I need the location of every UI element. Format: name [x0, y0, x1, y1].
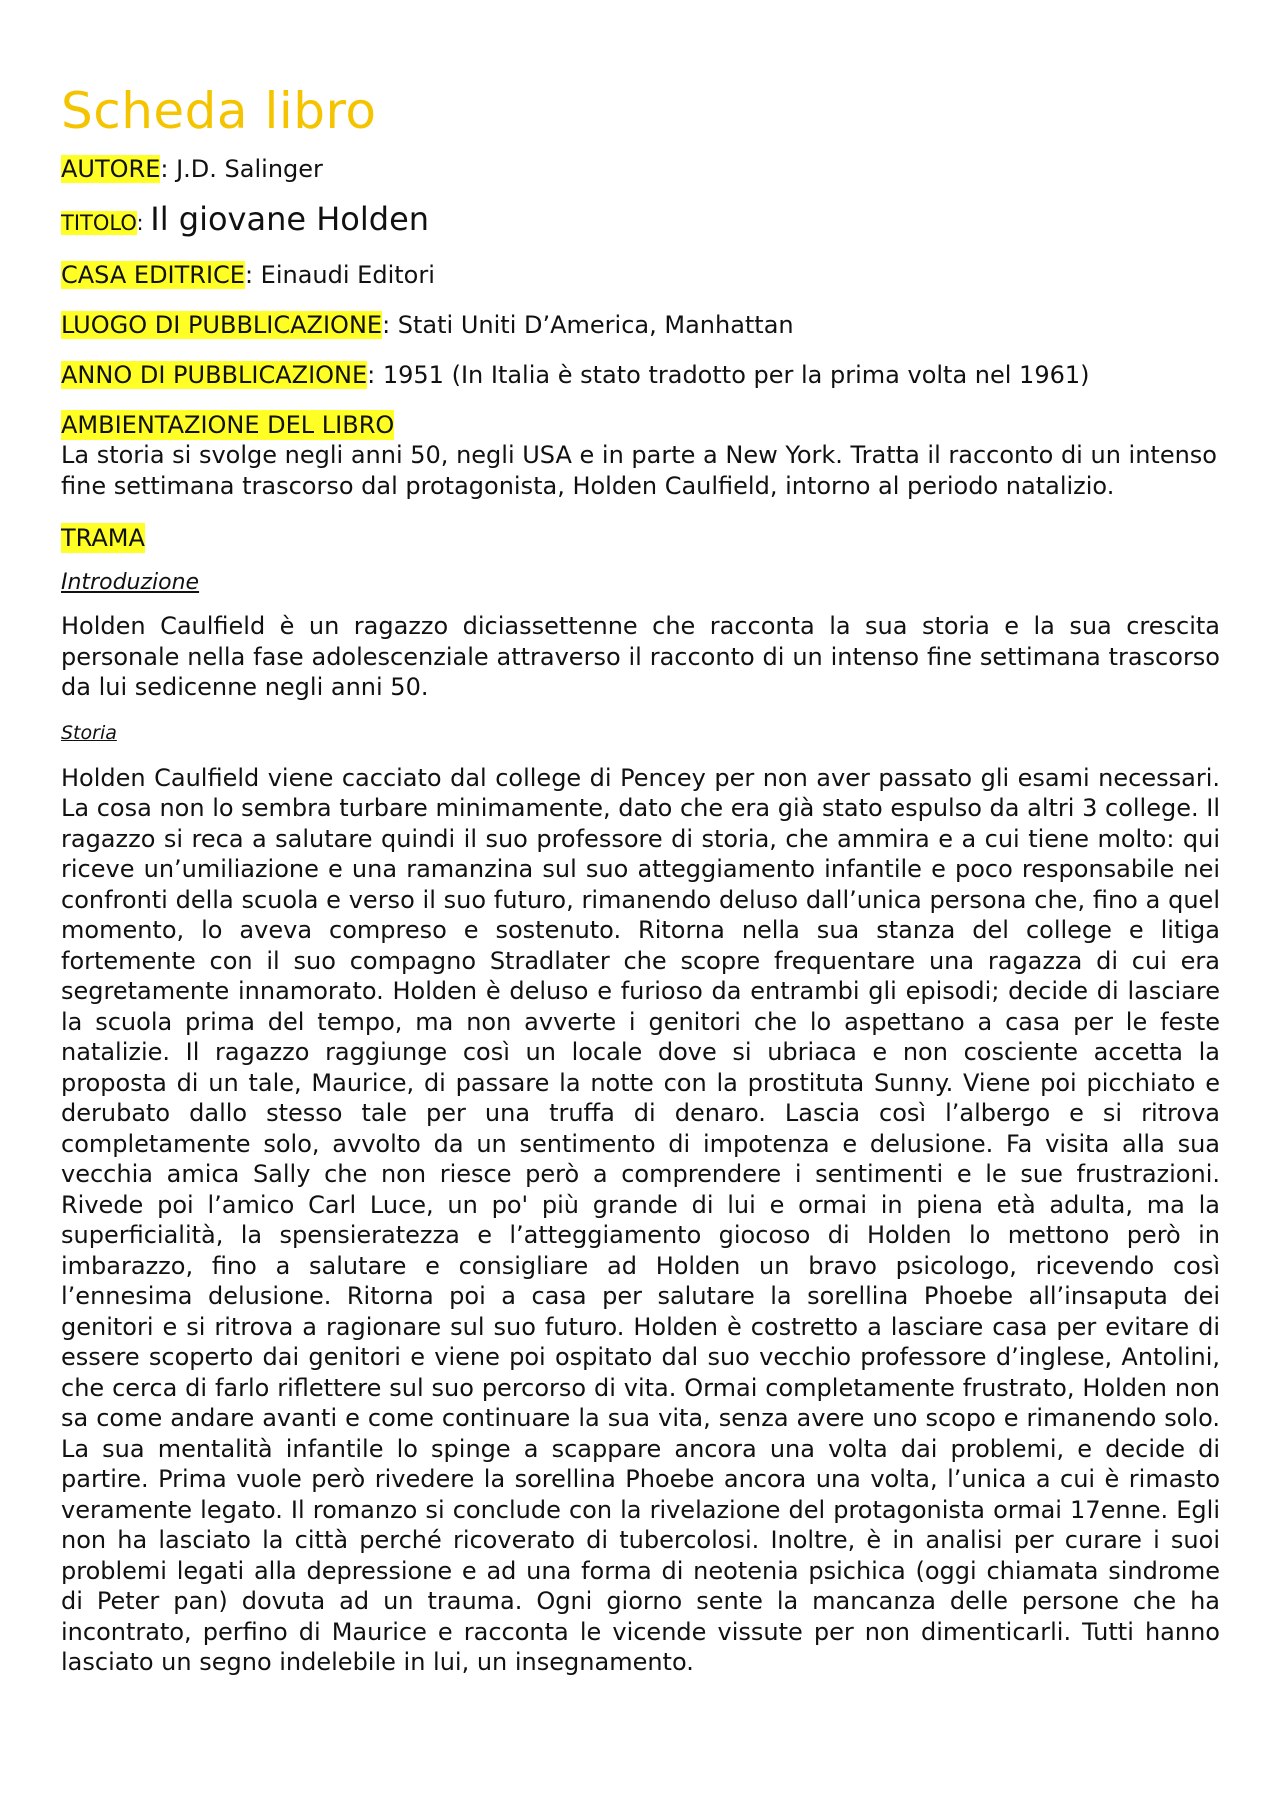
field-anno-label: ANNO DI PUBBLICAZIONE [61, 361, 368, 389]
storia-text: Holden Caulfield viene cacciato dal college di Pencey per non aver passato gli esami necessari. La cosa non lo sembra turbare minimamente, dato che era già stato espulso da altri 3 college. Il ragazzo si reca a salutare quindi il suo professore di storia, che ammira e a cui tiene molto: qui riceve un’umiliazione e una ramanzina sul suo atteggiamento infantile e poco responsabile nei confronti della scuola e verso il suo futuro, rimanendo deluso dall’unica persona che, fino a quel momento, lo aveva compreso e sostenuto. Ritorna nella sua stanza del college e litiga fortemente con il suo compagno Stradlater che scopre frequentare una ragazza di cui era segretamente innamorato. Holden è deluso e furioso da entrambi gli episodi; decide di lasciare la scuola prima del tempo, ma non avverte i genitori che lo aspettano a casa per le feste natalizie. Il ragazzo raggiunge così un locale dove si ubriaca e non cosciente accetta la proposta di un tale, Maurice, di passare la notte con la prostituta Sunny. Viene poi picchiato e derubato dallo stesso tale per una truffa di denaro. Lascia così l’albergo e si ritrova completamente solo, avvolto da un sentimento di impotenza e delusione. Fa visita alla sua vecchia amica Sally che non riesce però a comprendere i sentimenti e le sue frustrazioni. Rivede poi l’amico Carl Luce, un po' più grande di lui e ormai in piena età adulta, ma la superficialità, la spensieratezza e l’atteggiamento giocoso di Holden lo mettono però in imbarazzo, fino a salutare e consigliare ad Holden un bravo psicologo, ricevendo così l’ennesima delusione. Ritorna poi a casa per salutare la sorellina Phoebe all’insaputa dei genitori e si ritrova a ragionare sul suo futuro. Holden è costretto a lasciare casa per evitare di essere scoperto dai genitori e viene poi ospitato dal suo vecchio professore d’inglese, Antolini, che cerca di farlo riflettere sul suo percorso di vita. Ormai completamente frustrato, Holden non sa come andare avanti e come continuare la sua vita, senza avere uno scopo e rimanendo solo. La sua mentalità infantile lo spinge a scappare ancora una volta dai problemi, e decide di partire. Prima vuole però rivedere la sorellina Phoebe ancora una volta, l’unica a cui è rimasto veramente legato. Il romanzo si conclude con la rivelazione del protagonista ormai 17enne. Egli non ha lasciato la città perché ricoverato di tubercolosi. Inoltre, è in analisi per curare i suoi problemi legati alla depressione e ad una forma di neotenia psichica (oggi chiamata sindrome di Peter pan) dovuta ad un trauma. Ogni giorno sente la mancanza delle persone che ha incontrato, perfino di Maurice e racconta le vicende vissute per non dimenticarli. Tutti hanno lasciato un segno indelebile in lui, un insegnamento. [61, 763, 1220, 1676]
introduzione-heading: Introduzione [61, 570, 200, 595]
field-luogo-label: LUOGO DI PUBBLICAZIONE [61, 311, 383, 339]
field-titolo-label: TITOLO [61, 211, 137, 235]
section-ambientazione [61, 410, 1220, 501]
field-anno-value: : 1951 (In Italia è stato tradotto per la prima volta nel 1961) [367, 361, 1090, 389]
section-trama-heading [61, 523, 1220, 553]
field-titolo [61, 200, 1220, 238]
field-autore [61, 154, 1220, 184]
ambientazione-label: AMBIENTAZIONE DEL LIBRO [61, 411, 395, 439]
field-anno [61, 360, 1220, 390]
page-title: Scheda libro [61, 82, 377, 140]
field-autore-value: : J.D. Salinger [160, 155, 323, 183]
field-casa-editrice [61, 260, 1220, 290]
introduzione-text: Holden Caulfield è un ragazzo diciassettenne che racconta la sua storia e la sua crescita personale nella fase adolescenziale attraverso il racconto di un intenso fine settimana trascorso da lui sedicenne negli anni 50. [61, 612, 1220, 701]
field-casa-editrice-label: CASA EDITRICE [61, 261, 245, 289]
field-autore-label: AUTORE [61, 155, 161, 183]
field-casa-editrice-value: : Einaudi Editori [244, 261, 435, 289]
trama-label: TRAMA [61, 524, 145, 552]
field-titolo-value: Il giovane Holden [150, 200, 430, 238]
storia-heading: Storia [61, 721, 117, 744]
field-luogo-value: : Stati Uniti D’America, Manhattan [382, 311, 794, 339]
field-titolo-separator: : [136, 211, 151, 235]
field-luogo [61, 310, 1220, 340]
ambientazione-text: La storia si svolge negli anni 50, negli USA e in parte a New York. Tratta il racconto di un intenso fine settimana trascorso dal protagonista, Holden Caulfield, intorno al periodo natalizio. [61, 441, 1217, 500]
